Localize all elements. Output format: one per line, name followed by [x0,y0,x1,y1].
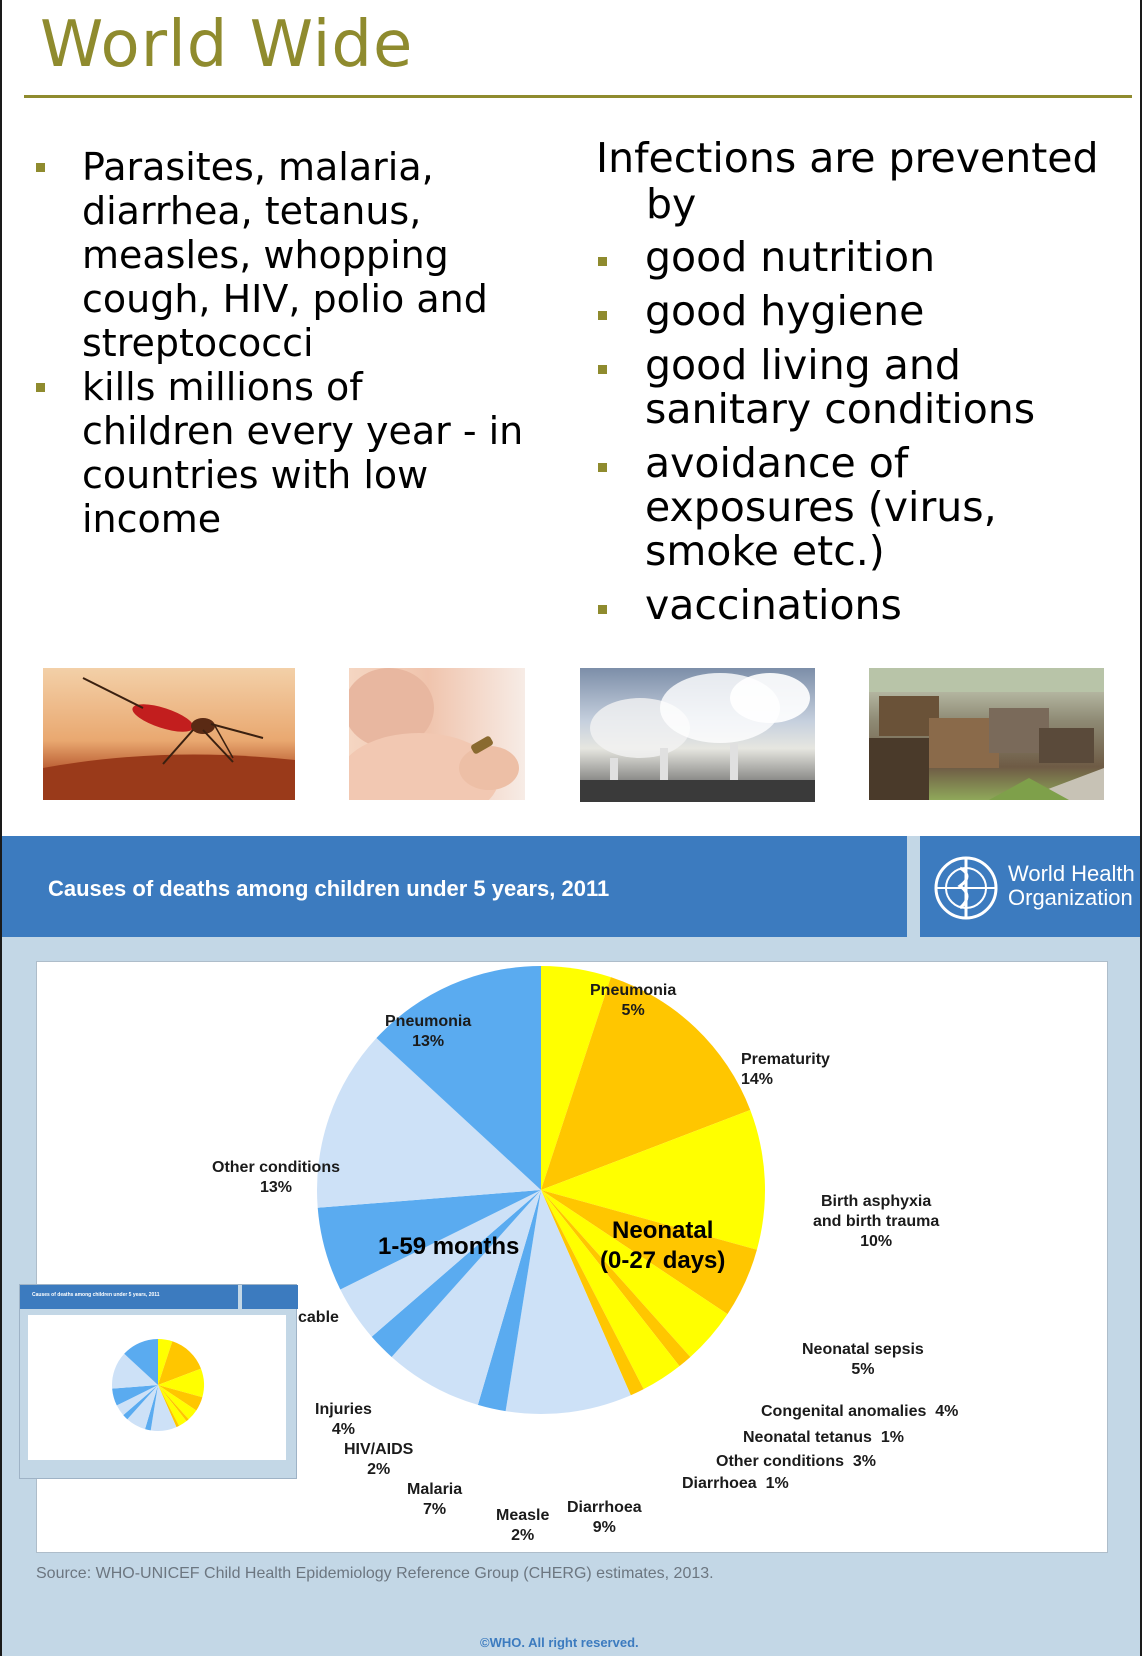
thumbnail-card [28,1315,286,1460]
group-label-neonatal: Neonatal (0-27 days) [600,1217,726,1274]
prevention-bullet-item: avoidance of exposures (virus, smoke etc.) [598,441,1118,573]
thumbnail-title: Causes of deaths among children under 5 years, 2011 [32,1292,160,1298]
chart-thumbnail[interactable] [19,1284,297,1479]
prevention-bullet-item: good hygiene [598,289,1118,333]
copyright-note: ©WHO. All right reserved. [480,1635,639,1650]
prevention-bullet-item: good living and sanitary conditions [598,343,1118,431]
slice-label: Congenital anomalies 4% [761,1403,959,1420]
slice-label: Injuries 4% [315,1401,372,1438]
prevention-bullet-item: vaccinations [598,583,1118,627]
slice-label: Neonatal tetanus 1% [743,1429,904,1446]
slice-label: Prematurity 14% [741,1051,830,1088]
slice-label: cable [298,1309,339,1326]
slice-label: HIV/AIDS 2% [344,1441,414,1478]
slice-label: Diarrhoea 1% [682,1475,789,1492]
prevention-intro: Infections are prevented by [596,134,1099,228]
chart-source-note: Source: WHO-UNICEF Child Health Epidemiology Reference Group (CHERG) estimates, 2013. [36,1565,714,1582]
left-bullet-item: Parasites, malaria, diarrhea, tetanus, measles, whopping cough, HIV, polio and streptococci [36,145,526,365]
slice-label: Birth asphyxia and birth trauma 10% [813,1193,940,1250]
left-bullet-item: kills millions of children every year - in countries with low income [36,365,526,541]
slice-label: Pneumonia 5% [590,982,677,1019]
thumbnail-logo-box [242,1285,298,1309]
slice-label: Other conditions 13% [212,1159,340,1196]
group-label-1-59-months: 1-59 months [378,1233,520,1260]
thumbnail-pie-chart [28,1315,286,1460]
slice-label: Other conditions 3% [716,1453,877,1470]
prevention-bullet-item: good nutrition [598,235,1118,279]
slice-label: Measle 2% [496,1507,550,1544]
slice-label: Diarrhoea 9% [567,1499,642,1536]
slice-label: Neonatal sepsis 5% [802,1341,924,1378]
slice-label: Malaria 7% [407,1481,463,1518]
slice-label: Pneumonia 13% [385,1013,472,1050]
who-header-title: Causes of deaths among children under 5 years, 2011 [48,876,610,901]
who-logo-text: World Health Organization [1008,861,1135,910]
slide-title: World Wide [40,8,414,82]
